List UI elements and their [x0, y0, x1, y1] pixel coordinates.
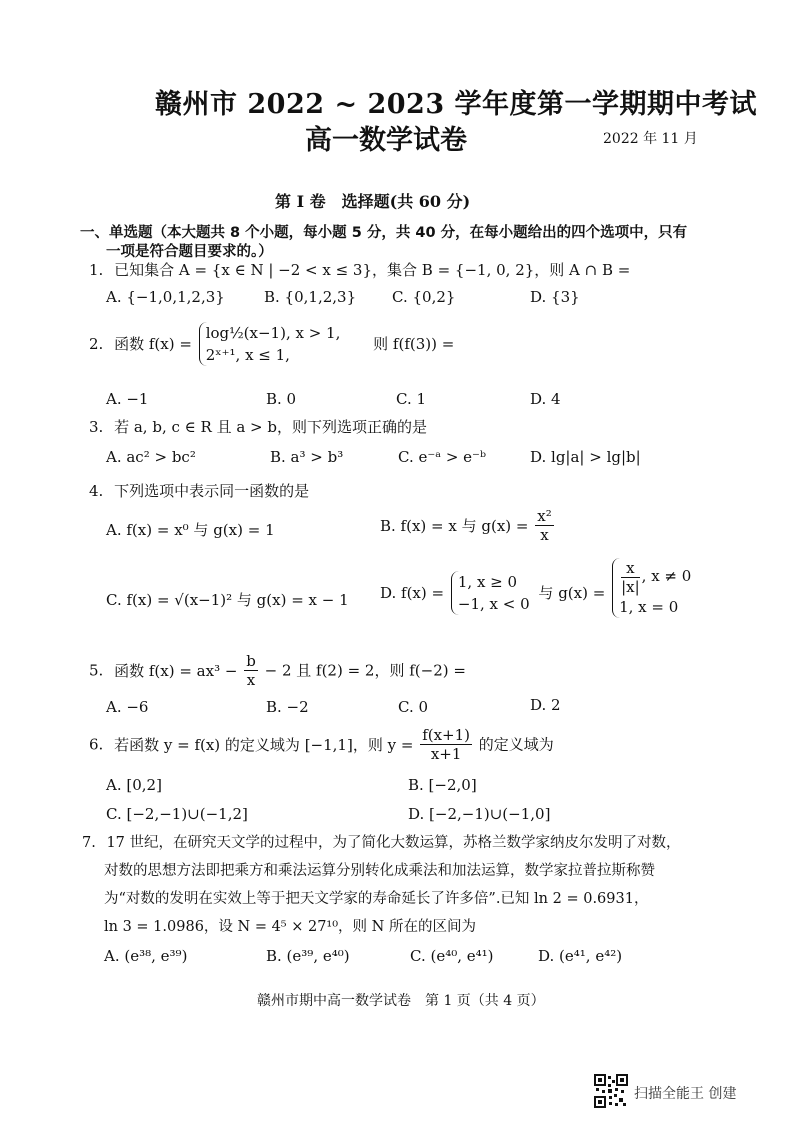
fraction: $\frac{b}{x}$ — [246, 652, 256, 689]
q5-option-a: A. −6 — [106, 698, 149, 716]
q6-option-d: D. [−2,−1)∪(−1,0] — [408, 805, 551, 823]
question-number: 2. — [89, 335, 104, 353]
instructions-line-2: 一项是符合题目要求的。） — [106, 244, 273, 260]
q6-option-c: C. [−2,−1)∪(−1,2] — [106, 805, 248, 823]
page-footer: 赣州市期中高一数学试卷 第 1 页（共 4 页） — [257, 993, 545, 1009]
question-prefix: 函数 f(x) = — [114, 335, 192, 353]
question-3 — [89, 417, 427, 437]
q7-option-c: C. (e⁴⁰, e⁴¹) — [410, 947, 494, 965]
question-stem: 已知集合 A = {x ∈ N | −2 < x ≤ 3}，集合 B = {−1, 0, 2}，则 A ∩ B = — [114, 261, 631, 279]
piecewise-brace: 1, x ≥ 0 −1, x < 0 — [451, 571, 530, 615]
q5-option-c: C. 0 — [398, 698, 429, 716]
q1-option-b: B. {0,1,2,3} — [264, 288, 357, 306]
q6-option-b: B. [−2,0] — [408, 776, 477, 794]
question-6: 6. 若函数 y = f(x) 的定义域为 [−1,1]，则 y = $\frac{f(x+1)}{x+1}$ 的定义域为 — [89, 726, 554, 763]
exam-date: 2022 年 11 月 — [603, 131, 698, 147]
question-number: 1. — [89, 261, 104, 279]
exam-subtitle: 高一数学试卷 — [305, 125, 467, 156]
question-number: 4. — [89, 482, 104, 500]
piecewise-brace: $\frac{x}{|x|}$ , x ≠ 0 1, x = 0 — [612, 558, 691, 618]
q2-option-c: C. 1 — [396, 390, 427, 408]
q7-option-b: B. (e³⁹, e⁴⁰) — [266, 947, 350, 965]
fraction: $\frac{x}{|x|}$ — [621, 558, 640, 596]
question-number: 3. — [89, 418, 104, 436]
question-number: 6. — [89, 735, 104, 754]
q4-option-c: C. f(x) = √(x−1)² 与 g(x) = x − 1 — [106, 591, 349, 609]
q1-option-a: A. {−1,0,1,2,3} — [106, 288, 225, 306]
q4-option-b: B. f(x) = x 与 g(x) = $\frac{\text{x²}}{x}$ — [380, 507, 552, 544]
q7-line-4: ln 3 = 1.0986，设 N = 4⁵ × 27¹⁰，则 N 所在的区间为 — [104, 919, 476, 935]
q7-line-3: 为“对数的发明在实效上等于把天文学家的寿命延长了许多倍”.已知 ln 2 = 0.6931， — [104, 891, 649, 907]
q1-option-d: D. {3} — [530, 288, 580, 306]
scanner-watermark: 扫描全能王 创建 — [634, 1086, 737, 1102]
q3-option-c: C. e⁻ᵃ > e⁻ᵇ — [398, 448, 486, 466]
q3-option-d: D. lg|a| > lg|b| — [530, 448, 641, 466]
q5-option-b: B. −2 — [266, 698, 309, 716]
question-stem: 若 a, b, c ∈ R 且 a > b，则下列选项正确的是 — [114, 418, 428, 436]
q3-option-b: B. a³ > b³ — [270, 448, 344, 466]
question-1 — [89, 260, 630, 280]
question-2 — [89, 322, 454, 366]
question-stem: 下列选项中表示同一函数的是 — [114, 482, 310, 500]
fraction: $\frac{f(x+1)}{x+1}$ — [422, 726, 471, 763]
question-suffix: 则 f(f(3)) = — [373, 335, 455, 353]
q5-option-d: D. 2 — [530, 696, 561, 714]
question-7: 7. 17 世纪，在研究天文学的过程中，为了简化大数运算，苏格兰数学家纳皮尔发明了对数， — [82, 835, 681, 851]
exam-title: 赣州市 2022 ~ 2023 学年度第一学期期中考试 — [155, 89, 758, 120]
q4-option-d: D. f(x) = 1, x ≥ 0 −1, x < 0 与 g(x) = $\frac{x}{|x|}$ , x ≠ 0 1, x = 0 — [380, 558, 692, 616]
q2-option-b: B. 0 — [266, 390, 297, 408]
piecewise-brace — [199, 322, 341, 366]
q6-option-a: A. [0,2] — [106, 776, 162, 794]
q7-option-a: A. (e³⁸, e³⁹) — [104, 947, 188, 965]
q7-option-d: D. (e⁴¹, e⁴²) — [538, 947, 623, 965]
question-5: 5. 函数 f(x) = ax³ − $\frac{b}{x}$ − 2 且 f(2) = 2，则 f(−2) = — [89, 652, 466, 689]
qr-code-icon — [594, 1074, 628, 1112]
q2-option-a: A. −1 — [106, 390, 149, 408]
q7-line-2: 对数的思想方法即把乘方和乘法运算分别转化成乘法和加法运算，数学家拉普拉斯称赞 — [104, 863, 655, 879]
q1-option-c: C. {0,2} — [392, 288, 456, 306]
fraction: $\frac{\text{x²}}{x}$ — [537, 507, 552, 544]
q4-option-a: A. f(x) = x⁰ 与 g(x) = 1 — [106, 521, 275, 539]
section-title: 第 Ⅰ 卷 选择题(共 60 分) — [275, 192, 471, 211]
piecewise-case-2: 2ˣ⁺¹, x ≤ 1, — [205, 346, 290, 364]
piecewise-case-1: log½(x−1), x > 1, — [205, 324, 341, 342]
q3-option-a: A. ac² > bc² — [106, 448, 196, 466]
question-number: 5. — [89, 661, 104, 680]
question-number: 7. — [82, 835, 96, 851]
q2-option-d: D. 4 — [530, 390, 561, 408]
instructions-line-1: 一、单选题（本大题共 8 个小题，每小题 5 分，共 40 分，在每小题给出的四个选项中，只有 — [80, 225, 688, 241]
question-4 — [89, 481, 309, 501]
